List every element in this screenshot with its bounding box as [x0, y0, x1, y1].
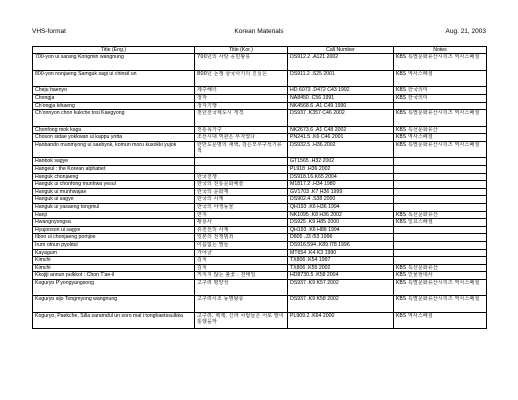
notes-cell	[394, 249, 487, 257]
call-number-cell: DS932.5 .H36 2002	[288, 141, 394, 158]
title-kor-cell	[195, 158, 288, 166]
table-row	[33, 141, 487, 158]
call-number-cell: PL918 .H36 2002	[288, 165, 394, 173]
notes-cell: KBS 역사스페셜	[394, 134, 487, 142]
title-eng-cell: Koguryo sijo Tongmyong wangnung	[33, 296, 195, 313]
call-number-cell: PN241.5 .K6 C46 2001	[288, 134, 394, 142]
table-row	[33, 296, 487, 313]
call-number-cell: GT1565 .H32 2002	[288, 158, 394, 166]
title-eng-cell: 800-yon nonjaeng Samguk sagi ui chinsil un	[33, 70, 195, 87]
title-kor-cell: 김치	[195, 257, 288, 265]
table-row	[33, 264, 487, 272]
notes-cell: KBS 특선문화유산	[394, 211, 487, 219]
call-number-cell: NK2673.6 .A1 C48 2002	[288, 126, 394, 134]
title-kor-cell: 800년 논쟁 삼국사기의 진실은	[195, 70, 288, 87]
notes-cell: KBS 특별문화유산시리즈 역사스페셜	[394, 141, 487, 158]
call-number-cell: NA8450 .C56 1991	[288, 95, 394, 103]
title-eng-cell: Hanguk ui sagye	[33, 196, 195, 204]
title-kor-cell: 꺼지지 않는 불꽃 : 전태일	[195, 272, 288, 280]
table-row	[33, 279, 487, 296]
title-kor-cell: 한국의 야생동물	[195, 203, 288, 211]
title-kor-cell: 한지	[195, 211, 288, 219]
table-row	[33, 203, 487, 211]
title-kor-cell: 한국의 사계	[195, 196, 288, 204]
title-kor-cell: 이름없는 별들	[195, 241, 288, 249]
call-number-cell: DS902.4 .S38 2000	[288, 196, 394, 204]
title-eng-cell: Kayagum	[33, 249, 195, 257]
table-row	[33, 70, 487, 87]
title-eng-cell: Chonfong mok kagu	[33, 126, 195, 134]
call-number-cell: M1817.2 .H34 1980	[288, 181, 394, 189]
notes-cell: KBS 역사스페셜	[394, 70, 487, 87]
title-eng-cell: Irum otnun pyoldul	[33, 241, 195, 249]
table-header-row	[33, 47, 487, 54]
notes-cell: KBS 특선문화유산	[394, 264, 487, 272]
notes-cell	[394, 234, 487, 242]
notes-cell	[394, 196, 487, 204]
column-header-notes: Notes	[394, 47, 487, 54]
title-kor-cell: 고구려, 백제, 신라 사람들은 서로 말이 통했을까	[195, 312, 288, 329]
title-eng-cell: Hanbok sagye	[33, 158, 195, 166]
title-eng-cell: Ilbon ui chonjaeng pomjoe	[33, 234, 195, 242]
call-number-cell: DS918.16.K65 2004	[288, 173, 394, 181]
title-eng-cell: Hanguk chonjaeng	[33, 173, 195, 181]
notes-cell: KBS 특별문화유산시리즈 역사스페셜	[394, 296, 487, 313]
title-eng-cell: Hwangnyongsa	[33, 219, 195, 227]
title-eng-cell: Ch'ongja kihaeng	[33, 102, 195, 110]
notes-cell: KBS 특별문화유산시리즈 역사스페셜	[394, 54, 487, 71]
title-eng-cell: Chongja	[33, 95, 195, 103]
title-eng-cell: Hangeul : the Korean alphabet	[33, 165, 195, 173]
title-eng-cell: 700-yon ui sarang Kongmin wangnung	[33, 54, 195, 71]
table-row	[33, 87, 487, 95]
title-eng-cell: Koguryo P'yongyangsong	[33, 279, 195, 296]
table-row	[33, 234, 487, 242]
document-date: Aug. 21, 2003	[445, 28, 486, 35]
table-row	[33, 249, 487, 257]
call-number-cell: QH193 .K6 H88 1994	[288, 226, 394, 234]
notes-cell	[394, 257, 487, 265]
call-number-cell: HD8730.5 .K58 2004	[288, 272, 394, 280]
title-kor-cell: 휴전선의 사계	[195, 226, 288, 234]
call-number-cell: DS937 .K357 C46 2002	[288, 110, 394, 127]
title-eng-cell: Cheju haenyo	[33, 87, 195, 95]
table-row	[33, 134, 487, 142]
notes-cell: KBS 인물현대사	[394, 272, 487, 280]
call-number-cell: NK4568.6 .A1 C49 1990	[288, 102, 394, 110]
table-row	[33, 95, 487, 103]
call-number-cell: DS937 .K9 K57 2002	[288, 279, 394, 296]
title-kor-cell: 황룡사	[195, 219, 288, 227]
call-number-cell: DS911.2 .S25 2001	[288, 70, 394, 87]
call-number-cell: GV1703 .K7 H36 1999	[288, 188, 394, 196]
table-row	[33, 181, 487, 189]
table-row	[33, 54, 487, 71]
title-kor-cell: 고구려시조 동명왕릉	[195, 296, 288, 313]
call-number-cell: PL909.2 .K64 2000	[288, 312, 394, 329]
title-eng-cell: Kkojiji annun pulkkot : Chon T'ae-il	[33, 272, 195, 280]
notes-cell	[394, 102, 487, 110]
call-number-cell: DS937 .K9 K58 2002	[288, 296, 394, 313]
notes-cell	[394, 188, 487, 196]
title-kor-cell: 청자	[195, 95, 288, 103]
title-kor-cell: 청자기행	[195, 102, 288, 110]
notes-cell: KBS 일요스페셜	[394, 219, 487, 227]
title-kor-cell: 천년전국제도시 개경	[195, 110, 288, 127]
materials-table	[32, 46, 487, 329]
table-row	[33, 211, 487, 219]
document-title: Korean Materials	[234, 28, 284, 35]
notes-cell	[394, 203, 487, 211]
title-kor-cell: 한국전쟁	[195, 173, 288, 181]
table-row	[33, 158, 487, 166]
table-row	[33, 219, 487, 227]
notes-cell	[394, 181, 487, 189]
title-kor-cell: 제주해녀	[195, 87, 288, 95]
call-number-cell: TX806 .K55 2002	[288, 264, 394, 272]
table-row	[33, 188, 487, 196]
header-format-label: VHS-format	[32, 28, 66, 35]
call-number-cell: D805 .J3 I53 1996	[288, 234, 394, 242]
call-number-cell: HD 6073 .D472 C43 1992	[288, 87, 394, 95]
notes-cell	[394, 158, 487, 166]
title-kor-cell: 일본의 전쟁범죄	[195, 234, 288, 242]
title-kor-cell: 김치	[195, 264, 288, 272]
table-row	[33, 196, 487, 204]
column-header-call-number: Call Number	[288, 47, 394, 54]
title-eng-cell: Kimchi	[33, 264, 195, 272]
call-number-cell: TX806 .K54 1997	[288, 257, 394, 265]
title-kor-cell: 가야금	[195, 249, 288, 257]
notes-cell: KBS 특별문화유산시리즈 역사스페셜	[394, 279, 487, 296]
table-row	[33, 241, 487, 249]
table-row	[33, 102, 487, 110]
notes-cell	[394, 165, 487, 173]
notes-cell: KBS 한국의미	[394, 87, 487, 95]
notes-cell	[394, 226, 487, 234]
title-kor-cell: 고구려 평양성	[195, 279, 288, 296]
notes-cell	[394, 241, 487, 249]
title-eng-cell: Hanguk ui munhwajae	[33, 188, 195, 196]
notes-cell: KBS 특선문화유산	[394, 126, 487, 134]
title-eng-cell: Choson sidae yokkwan ui kappu yotta	[33, 134, 195, 142]
notes-cell: KBS 역사스페셜	[394, 312, 487, 329]
notes-cell: KBS 한국의미	[394, 95, 487, 103]
title-eng-cell: Hanguk ui yasaeng tongmul	[33, 203, 195, 211]
title-eng-cell: Kimchi	[33, 257, 195, 265]
call-number-cell: DS925 .K9 H85 2000	[288, 219, 394, 227]
title-kor-cell: 한국의 전통문화예술	[195, 181, 288, 189]
title-eng-cell: Hanbando munmyong ui saebyok, komun moru kusokki yujok	[33, 141, 195, 158]
title-eng-cell: Koguryo, Paekche, Silla saramdul un soro mal i tonghaetssulkka	[33, 312, 195, 329]
table-row	[33, 226, 487, 234]
title-eng-cell: Hanguk ui chonfong munhwa yesul	[33, 181, 195, 189]
call-number-cell: NK1095 .K8 H36 2002	[288, 211, 394, 219]
title-kor-cell: 전통목가구	[195, 126, 288, 134]
notes-cell	[394, 173, 487, 181]
table-row	[33, 173, 487, 181]
column-header-title-eng: Title (Eng.)	[33, 47, 195, 54]
title-eng-cell: Hanji	[33, 211, 195, 219]
table-row	[33, 165, 487, 173]
title-kor-cell: 700년의 사랑 공민왕릉	[195, 54, 288, 71]
table-row	[33, 110, 487, 127]
call-number-cell: DS912.2 .A121 2002	[288, 54, 394, 71]
title-eng-cell: Ch'onnyon chon kukche tosi Kaegyong	[33, 110, 195, 127]
notes-cell: KBS 특별문화유산시리즈 역사스페셜	[394, 110, 487, 127]
call-number-cell: QH193 .K6 H36 1994	[288, 203, 394, 211]
call-number-cell: DS916.594 .K89 I78 1996	[288, 241, 394, 249]
title-kor-cell: 조선시대 역관은 부자였다	[195, 134, 288, 142]
table-row	[33, 257, 487, 265]
table-row	[33, 126, 487, 134]
title-eng-cell: Hyujonson ui sagye	[33, 226, 195, 234]
title-kor-cell	[195, 165, 288, 173]
title-kor-cell: 한국의 문화재	[195, 188, 288, 196]
call-number-cell: MT654 .K4 K3 1990	[288, 249, 394, 257]
column-header-title-kor: Title (Kor.)	[195, 47, 288, 54]
table-row	[33, 272, 487, 280]
table-row	[33, 312, 487, 329]
title-kor-cell: 한반도문명의 새벽, 검은모루구석기유적	[195, 141, 288, 158]
